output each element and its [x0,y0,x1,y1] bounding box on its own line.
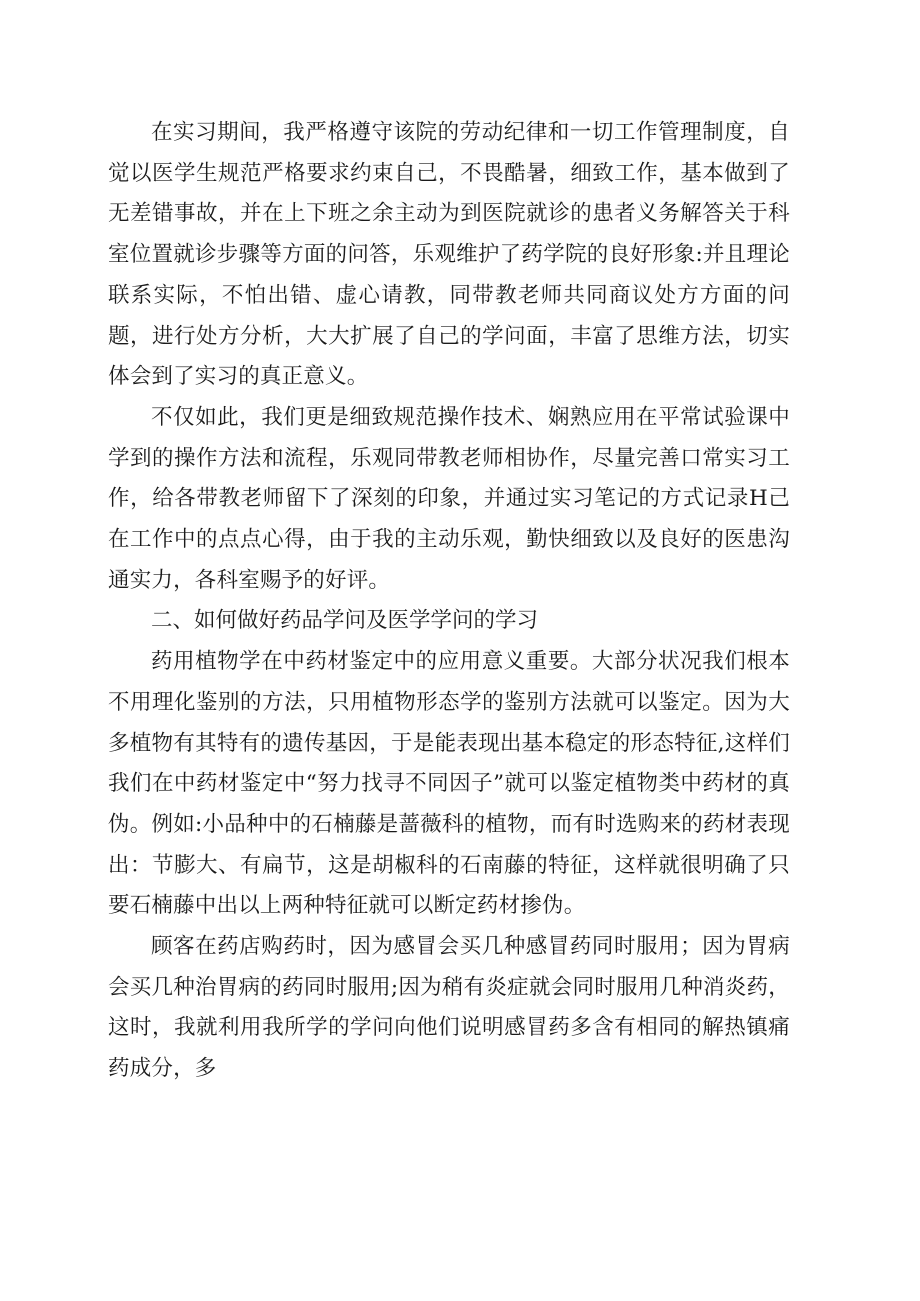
paragraph-operation-skills: 不仅如此，我们更是细致规范操作技术、娴熟应用在平常试验课中学到的操作方法和流程，乐观同带教老师相协作，尽量完善口常实习工作，给各带教老师留下了深刻的印象，并通过实习笔记的方式记录H己在工作中的点点心得，由于我的主动乐观，勤快细致以及良好的医患沟通实力，各科室赐予的好评。 [108,404,790,593]
paragraph-customer-advice: 顾客在药店购药时，因为感冒会买几种感冒药同时服用；因为胃病会买几种治胃病的药同时服用;因为稍有炎症就会同时服用几种消炎药，这时，我就利用我所学的学问向他们说明感冒药多含有相同的解热镇痛药成分，多 [108,934,790,1082]
paragraph-internship-discipline: 在实习期间，我严格遵守该院的劳动纪律和一切工作管理制度，自觉以医学生规范严格要求约束自己，不畏酷暑，细致工作，基本做到了无差错事故，并在上下班之余主动为到医院就诊的患者义务解答关于科室位置就诊步骤等方面的问答，乐观维护了药学院的良好形象:并且理论联系实际，不怕出错、虚心请教，同带教老师共同商议处方方面的问题，进行处方分析，大大扩展了自己的学问面，丰富了思维方法，切实体会到了实习的真正意义。 [108,120,790,390]
section-heading-2: 二、如何做好药品学问及医学学问的学习 [151,608,539,634]
document-body [108,113,790,1090]
paragraph-medicinal-botany: 药用植物学在中药材鉴定中的应用意义重要。大部分状况我们根本不用理化鉴别的方法，只用植物形态学的鉴别方法就可以鉴定。因为大多植物有其特有的遗传基因，于是能表现出基本稳定的形态特征,这样们我们在中药材鉴定中“努力找寻不同因子”就可以鉴定植物类中药材的真伪。例如:小品种中的石楠藤是蔷薇科的植物，而有时选购来的药材表现出：节膨大、有扁节，这是胡椒科的石南藤的特征，这样就很明确了只要石楠藤中出以上两种特征就可以断定药材掺伪。 [108,649,790,919]
